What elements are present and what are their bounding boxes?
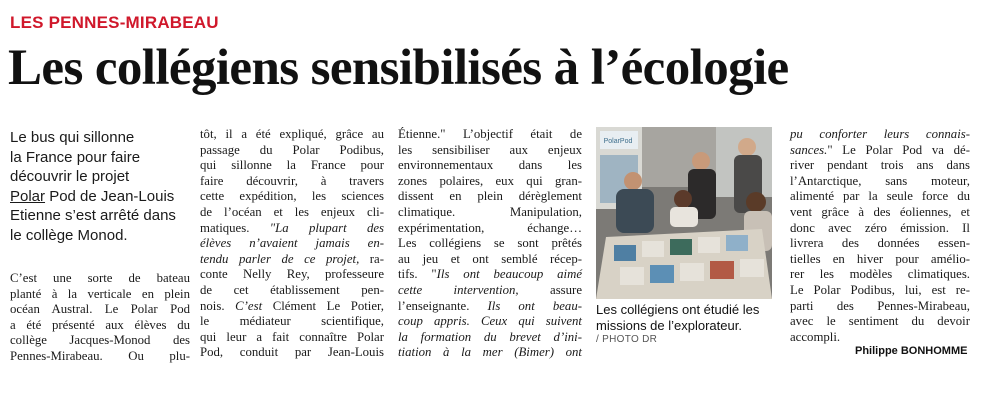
quote-text: "La plupart des (269, 220, 385, 235)
caption-line: missions de l’explorateur. (596, 317, 742, 333)
body-line: collège Jacques-Monod des (10, 333, 190, 348)
body-line: qui leur a fait connaître Polar (200, 329, 384, 344)
body-text: ra- (359, 251, 384, 266)
quote-text: cette intervention, (398, 282, 519, 297)
body-line (200, 299, 384, 315)
article-column-3 (398, 127, 582, 361)
body-line: océan Austral. Le Polar Pod (10, 302, 190, 317)
article-column-2 (200, 127, 384, 361)
body-line: donc avec zéro émission. Il (790, 220, 970, 235)
body-text: nois. (200, 298, 225, 313)
quote-text: C’est (224, 298, 263, 313)
quote-text: Ils ont beaucoup aimé (436, 267, 582, 282)
body-line: river pendant trois ans dans (790, 158, 970, 173)
body-line: climatique. Manipulation, (398, 204, 582, 219)
quote-line: la formation du brevet d’ini- (398, 329, 582, 344)
body-line: cette expédition, les sciences (200, 189, 384, 204)
body-text: tifs. " (398, 267, 437, 282)
body-line: tielles en hiver pour amélio- (790, 251, 970, 266)
body-line: accompli. (790, 329, 841, 344)
body-line (398, 299, 582, 315)
body-line: avec le sentiment du devoir (790, 314, 970, 329)
quote-text: Ils ont beau- (469, 298, 582, 313)
article-column-5 (790, 127, 970, 345)
body-line: a été présenté aux élèves du (10, 317, 190, 332)
classroom-photo (596, 127, 772, 299)
body-text: matiques. (200, 220, 250, 235)
article-kicker: LES PENNES-MIRABEAU (10, 13, 219, 32)
article-chapo (10, 128, 186, 245)
photo-caption (596, 302, 776, 333)
body-line: de cet établissement pen- (200, 282, 384, 297)
caption-line: Les collégiens ont étudié les (596, 302, 760, 317)
chapo-line-rest: Pod de Jean-Louis (45, 187, 175, 205)
body-line: expérimentation, échange… (398, 220, 582, 235)
body-line: Les collégiens se sont prêtés (398, 236, 582, 251)
article-headline: Les collégiens sensibilisés à l’écologie (8, 40, 789, 96)
body-line: Pod, conduit par Jean-Louis (200, 345, 384, 360)
chapo-line: Etienne s’est arrêté dans (10, 207, 176, 224)
poster-sign-text: PolarPod (603, 138, 633, 145)
chapo-line: Le bus qui sillonne (10, 129, 135, 146)
quote-line: coup appris. Ceux qui suivent (398, 314, 582, 329)
body-text: " Le Polar Pod va dé- (827, 142, 970, 157)
polar-link-text: Polar (10, 187, 46, 205)
body-line (398, 267, 582, 283)
quote-line: tiation à la mer (Bimer) ont (398, 345, 582, 360)
body-line: qui sillonne la France pour (200, 158, 384, 173)
body-line (200, 252, 384, 268)
body-text: l’enseignante. (398, 298, 470, 313)
body-line: environnementaux dans les (398, 158, 582, 173)
article-column-1 (10, 271, 190, 365)
body-line (790, 143, 970, 159)
quote-text: tendu parler de ce projet, (200, 251, 360, 266)
body-text: Clément Le Potier, (262, 298, 384, 313)
body-line: livrera des données essen- (790, 236, 970, 251)
body-line: rer les modèles climatiques. (790, 267, 970, 282)
body-line: les sensibiliser aux enjeux (398, 142, 582, 157)
chapo-line: découvrir le projet (10, 168, 130, 185)
body-line: vent grâce à des éoliennes, et (790, 204, 970, 219)
quote-line: élèves n’avaient jamais en- (200, 236, 384, 251)
body-line: alimenté par la seule force du (790, 189, 970, 204)
body-line: Pennes-Mirabeau. Ou plu- (10, 348, 190, 363)
body-line: dissent en plein dérèglement (398, 189, 582, 204)
chapo-line: la France pour faire (10, 148, 141, 166)
body-line: Le Polar Podibus, lui, est re- (790, 282, 970, 297)
body-line: zones polaires, eux qui gran- (398, 173, 582, 188)
chapo-line: le collège Monod. (10, 226, 128, 244)
body-line: Étienne." L’objectif était de (398, 127, 582, 141)
quote-text: sances. (790, 142, 828, 157)
photo-credit: / PHOTO DR (596, 334, 658, 345)
body-line: conte Nelly Rey, professeure (200, 267, 384, 282)
chapo-line (10, 187, 186, 207)
body-line: l’Antarctique, sans moteur, (790, 173, 970, 188)
body-line (200, 221, 384, 237)
body-line: passage du Polar Podibus, (200, 142, 384, 157)
body-line: de l’océan et les enjeux cli- (200, 204, 384, 219)
quote-line: pu conforter leurs connais- (790, 127, 970, 141)
body-line: au jeu et ont semblé récep- (398, 251, 582, 266)
body-line: tôt, il a été expliqué, grâce au (200, 127, 384, 141)
body-line: planté à la verticale en plein (10, 286, 190, 301)
body-line: parti des Pennes-Mirabeau, (790, 298, 970, 313)
body-text: assure (518, 282, 582, 297)
body-line: le médiateur scientifique, (200, 314, 384, 329)
author-signature: Philippe BONHOMME (855, 345, 968, 357)
body-line: faire découvrir, à travers (200, 173, 384, 188)
article-photo (596, 127, 772, 299)
body-line: C’est une sorte de bateau (10, 271, 190, 285)
body-line (398, 283, 582, 299)
